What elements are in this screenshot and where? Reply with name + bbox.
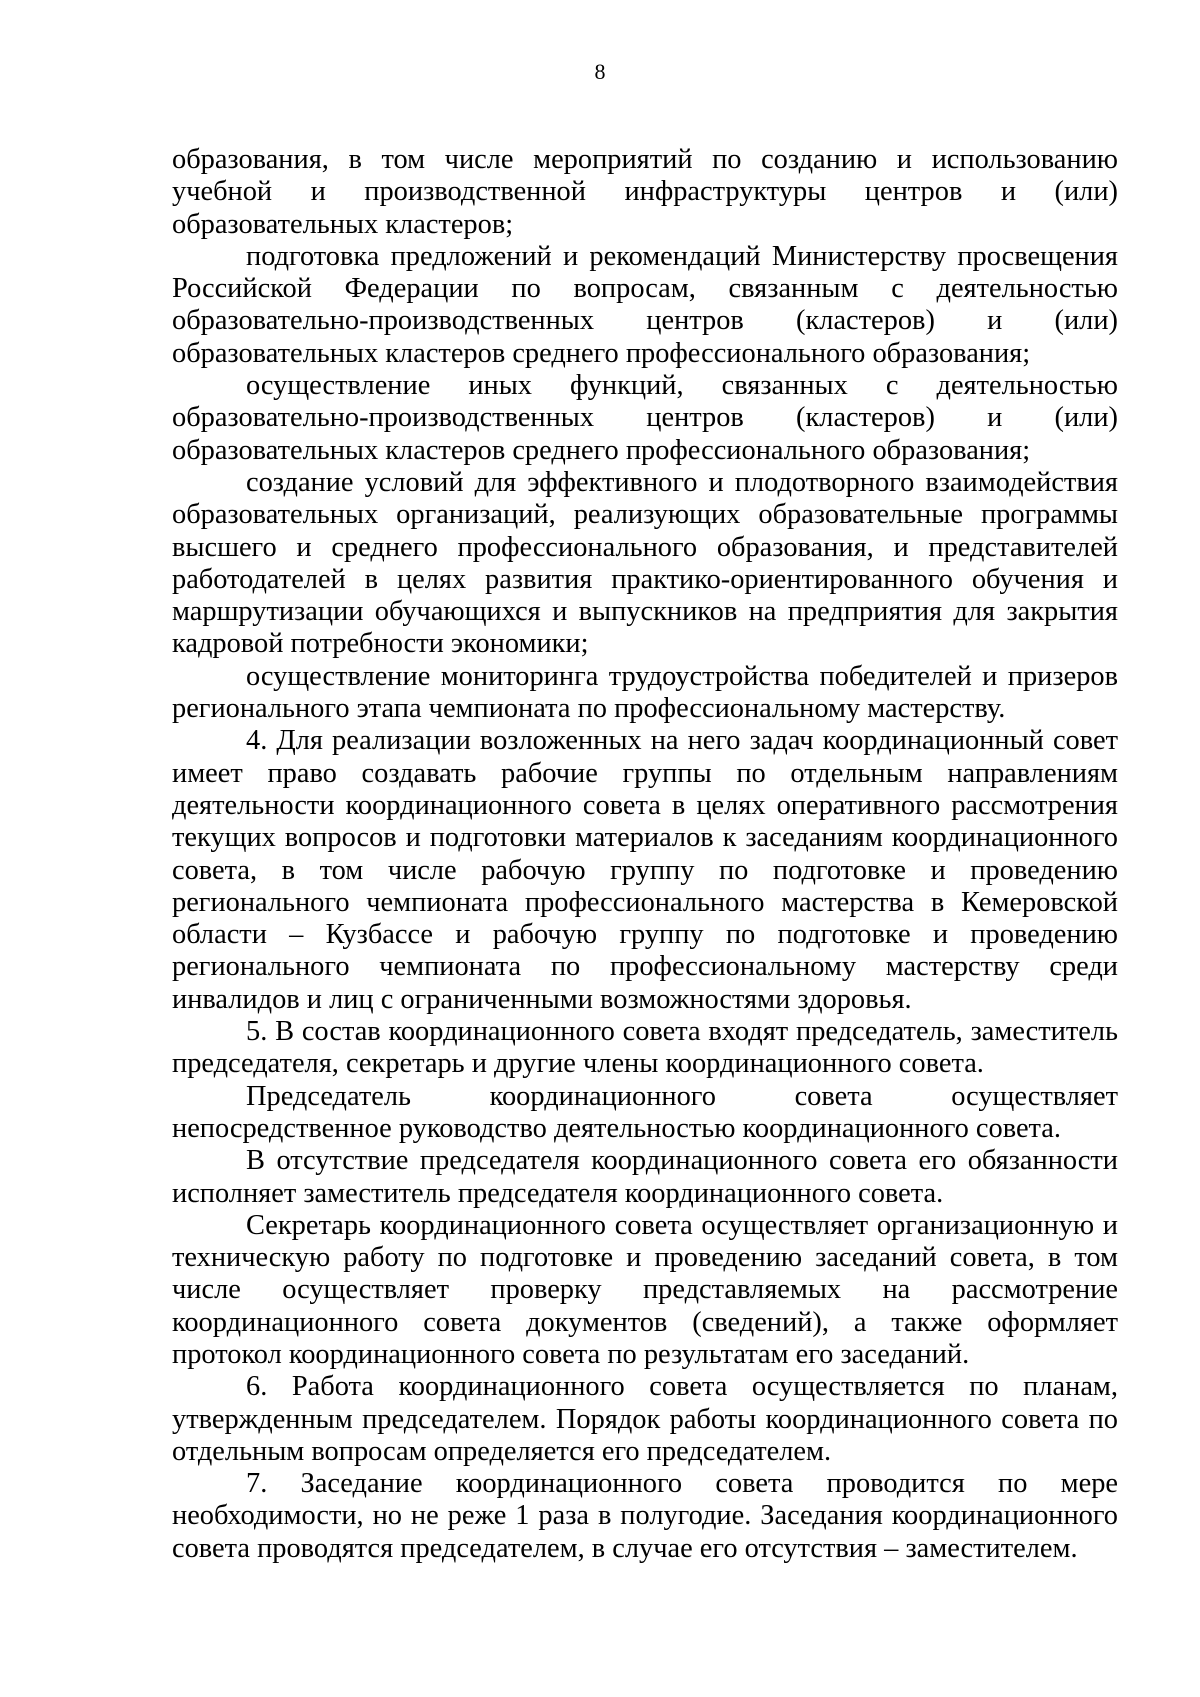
paragraph-item-7: 7. Заседание координационного совета проводится по мере необходимости, но не реже 1 раза в полугодие. Заседания координационного совета проводятся председателем, в случае его отсутствия – заместителем. bbox=[172, 1468, 1118, 1564]
paragraph-conditions: создание условий для эффективного и плодотворного взаимодействия образовательных организаций, реализующих образовательные программы высшего и среднего профессионального образования, и представителей работодателей в целях развития практико-ориентированного обучения и маршрутизации обучающихся и выпускников на предприятия для закрытия кадровой потребности экономики; bbox=[172, 466, 1118, 660]
paragraph-secretary: Секретарь координационного совета осуществляет организационную и техническую работу по подготовке и проведению заседаний совета, в том числе осуществляет проверку представляемых на рассмотрение координационного совета документов (сведений), а также оформляет протокол координационного совета по результатам его заседаний. bbox=[172, 1209, 1118, 1370]
paragraph-recommendations: подготовка предложений и рекомендаций Министерству просвещения Российской Федерации по вопросам, связанным с деятельностью образовательно-производственных центров (кластеров) и (или) образовательных кластеров среднего профессионального образования; bbox=[172, 240, 1118, 369]
paragraph-continuation: образования, в том числе мероприятий по созданию и использованию учебной и производственной инфраструктуры центров и (или) образовательных кластеров; bbox=[172, 144, 1118, 240]
paragraph-item-6: 6. Работа координационного совета осуществляется по планам, утвержденным председателем. Порядок работы координационного совета по отдельным вопросам определяется его председателем. bbox=[172, 1371, 1118, 1467]
paragraph-deputy: В отсутствие председателя координационного совета его обязанности исполняет заместитель председателя координационного совета. bbox=[172, 1145, 1118, 1209]
document-body bbox=[172, 144, 1118, 1565]
page-number: 8 bbox=[594, 59, 606, 84]
paragraph-item-5: 5. В состав координационного совета входят председатель, заместитель председателя, секретарь и другие члены координационного совета. bbox=[172, 1016, 1118, 1080]
paragraph-item-4: 4. Для реализации возложенных на него задач координационный совет имеет право создавать рабочие группы по отдельным направлениям деятельности координационного совета в целях оперативного рассмотрения текущих вопросов и подготовки материалов к заседаниям координационного совета, в том числе рабочую группу по подготовке и проведению регионального чемпионата профессионального мастерства в Кемеровской области – Кузбассе и рабочую группу по подготовке и проведению регионального чемпионата по профессиональному мастерству среди инвалидов и лиц с ограниченными возможностями здоровья. bbox=[172, 725, 1118, 1015]
paragraph-monitoring: осуществление мониторинга трудоустройства победителей и призеров регионального этапа чемпионата по профессиональному мастерству. bbox=[172, 660, 1118, 725]
paragraph-other-functions: осуществление иных функций, связанных с деятельностью образовательно-производственных центров (кластеров) и (или) образовательных кластеров среднего профессионального образования; bbox=[172, 370, 1118, 466]
paragraph-chairman: Председатель координационного совета осуществляет непосредственное руководство деятельностью координационного совета. bbox=[172, 1080, 1118, 1144]
